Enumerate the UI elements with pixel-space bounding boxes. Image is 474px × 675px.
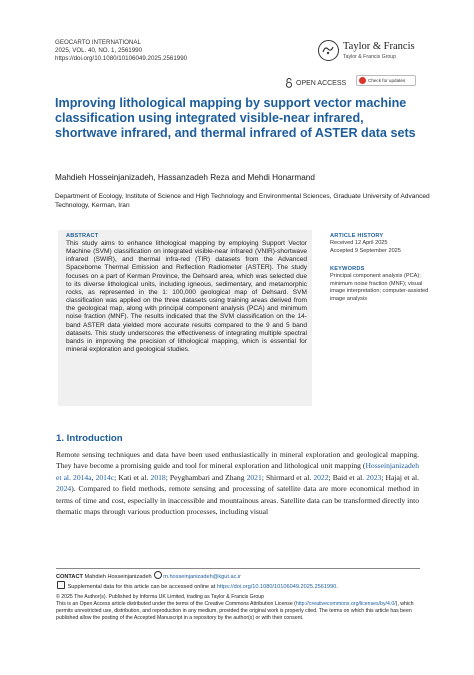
publisher-group: Taylor & Francis Group bbox=[343, 54, 397, 60]
contact-email-link[interactable]: m.hosseinjanizadeh@kgut.ac.ir bbox=[163, 574, 242, 580]
abstract-heading: ABSTRACT bbox=[66, 233, 99, 239]
tf-logo-icon bbox=[318, 40, 339, 61]
license-part: ), which permits unrestricted use, distribution, and reproduction in any medium, provided the original work is properly cited. The terms on which this article has been published allow the posting of the Accepted Manuscript in a repository by the author(s) or with their consent. bbox=[56, 600, 414, 621]
open-access-label: OPEN ACCESS bbox=[296, 79, 347, 87]
copyright-block bbox=[56, 594, 420, 622]
email-icon bbox=[154, 571, 162, 579]
check-updates-label: Check for updates bbox=[368, 78, 406, 83]
article-authors: Mahdieh Hosseinjanizadeh, Hassanzadeh Reza and Mehdi Honarmand bbox=[55, 173, 315, 182]
supplemental-line bbox=[56, 581, 338, 590]
check-updates-icon bbox=[359, 77, 366, 84]
intro-text: ; Baid et al. bbox=[328, 472, 367, 482]
journal-volume: 2025, VOL. 40, NO. 1, 2561990 bbox=[55, 47, 143, 55]
footer-divider bbox=[56, 568, 420, 569]
article-history-heading: ARTICLE HISTORY bbox=[330, 233, 384, 239]
publisher-logo bbox=[318, 39, 426, 65]
intro-text: ; Kati et al. bbox=[114, 472, 151, 482]
citation-link[interactable]: 2023 bbox=[366, 472, 382, 482]
article-history bbox=[330, 233, 430, 255]
keywords-heading: KEYWORDS bbox=[330, 266, 365, 272]
publisher-name: Taylor & Francis bbox=[343, 41, 415, 52]
open-access-badge bbox=[285, 78, 346, 88]
citation-link[interactable]: Hosseinjanizadeh et al. 2014a bbox=[56, 461, 419, 482]
copyright-line: © 2025 The Author(s). Published by Informa UK Limited, trading as Taylor & Francis Group bbox=[56, 594, 265, 600]
supplemental-link[interactable]: https://doi.org/10.1080/10106049.2025.2561990 bbox=[216, 584, 337, 590]
section-heading-introduction: 1. Introduction bbox=[56, 433, 123, 444]
keywords-text: Principal component analysis (PCA); minimum noise fraction (MNF); visual image interpretation; computer-assisted image analysis bbox=[330, 273, 429, 302]
journal-name: GEOCARTO INTERNATIONAL bbox=[55, 39, 141, 46]
citation-link[interactable]: 2021 bbox=[246, 472, 262, 482]
received-date: Received 12 April 2025 bbox=[330, 240, 388, 247]
intro-text: ; Shirmard et al. bbox=[261, 472, 314, 482]
accepted-date: Accepted 9 September 2025 bbox=[330, 247, 401, 254]
citation-link[interactable]: 2014c bbox=[95, 472, 115, 482]
article-affiliation: Department of Ecology, Institute of Science and High Technology and Environmental Sciences, Graduate University of Advanced Technology, Kerman, Iran bbox=[55, 193, 430, 209]
license-text bbox=[56, 601, 420, 622]
contact-name: Mahdieh Hosseinjanizadeh bbox=[84, 574, 152, 580]
intro-text: , bbox=[91, 472, 96, 482]
intro-text: ). Compared to field methods, remote sensing and processing of satellite data are more economical method in terms of time and cost, especially in inaccessible and mountainous areas. Satellite data can be transformed directly into thematic maps through various production processes, including visual bbox=[56, 484, 419, 517]
supplemental-end: . bbox=[336, 584, 338, 590]
intro-text: ; Hajaj et al. bbox=[381, 472, 420, 482]
supplemental-text: Supplemental data for this article can be accessed online at bbox=[67, 584, 217, 590]
article-title: Improving lithological mapping by support vector machine classification using integrated visible-near infrared, shortwave infrared, and thermal infrared of ASTER data sets bbox=[55, 96, 416, 140]
license-link[interactable]: http://creativecommons.org/licenses/by/4.0/ bbox=[295, 600, 396, 607]
contact-label: CONTACT bbox=[56, 574, 83, 580]
check-updates-button[interactable] bbox=[356, 75, 416, 86]
citation-link[interactable]: 2022 bbox=[313, 472, 329, 482]
journal-doi-link[interactable]: https://doi.org/10.1080/10106049.2025.2561990 bbox=[55, 55, 188, 63]
keywords bbox=[330, 266, 430, 303]
introduction-paragraph bbox=[56, 449, 419, 517]
abstract-text: This study aims to enhance lithological mapping by employing Support Vector Machine (SVM) classification on integrated visible-near infrared (VNIR)-shortwave infrared (SWIR), and thermal infra-red (TIR) datasets from the Advanced Spaceborne Thermal Emission and Reflection Radiometer (ASTER). The study focuses on a part of Kerman Province, the Dehsard area, which was selected due to its diverse lithological units, including igneous, sedimentary, and metamorphic rocks, as represented in the 1: 100,000 geological map of Dehsard. SVM classification was applied on the three datasets using training areas derived from the geological map, along with principal component analysis (PCA) and minimum noise fraction (MNF). The results indicated that the SVM classification on the 14-band ASTER data yielded more accurate results compared to the 9 and 5 band datasets. This study underscores the effectiveness of integrating multiple spectral bands in improving the precision of lithological mapping, which is essential for mineral exploration and geological studies. bbox=[66, 240, 307, 354]
license-part: This is an Open Access article distributed under the terms of the Creative Commons Attribution License ( bbox=[56, 600, 296, 607]
citation-link[interactable]: 2018 bbox=[150, 472, 166, 482]
supplement-icon bbox=[57, 581, 65, 589]
citation-link[interactable]: 2024 bbox=[56, 484, 72, 494]
journal-meta bbox=[55, 39, 187, 64]
open-lock-icon bbox=[285, 78, 293, 88]
contact-line bbox=[56, 571, 241, 580]
intro-text: Remote sensing techniques and data have been used enthusiastically in mineral exploration and geological mapping. They have become a promising guide and tool for mineral exploration and lithological unit mapping ( bbox=[56, 450, 419, 471]
intro-text: ; Peyghambari and Zhang bbox=[165, 472, 247, 482]
